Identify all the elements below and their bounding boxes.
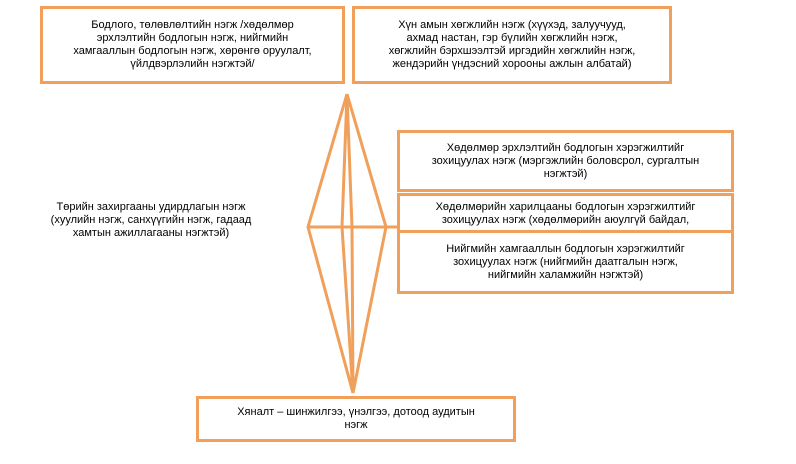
state-administration-unit-box <box>6 188 296 252</box>
monitoring-audit-unit-text: Хяналт – шинжилгээ, үнэлгээ, дотоод аудитын нэгж <box>237 406 475 431</box>
labor-relations-unit-box <box>397 193 734 234</box>
employment-policy-unit-box <box>397 130 734 192</box>
state-administration-unit-text: Төрийн захиргааны удирдлагын нэгж (хуулийн нэгж, санхүүгийн нэгж, гадаад хамтын ажиллагааны нэгжтэй) <box>50 200 252 239</box>
human-development-unit-box <box>352 6 672 84</box>
monitoring-audit-unit-box <box>196 396 516 442</box>
policy-planning-unit-text: Бодлого, төлөвлөлтийн нэгж /хөдөлмөр эрхлэлтийн бодлогын нэгж, нийгмийн хамгааллын бодлогын нэгж, хөрөнгө оруулалт, үйлдвэрлэлийн нэгжтэй/ <box>73 19 312 70</box>
human-development-unit-text: Хүн амын хөгжлийн нэгж (хүүхэд, залуучууд, ахмад настан, гэр бүлийн хөгжлийн нэгж, хөгжлийн бэрхшээлтэй иргэдийн хөгжлийн нэгж, жендэрийн үндэсний хорооны ажлын албатай) <box>388 19 636 70</box>
labor-relations-unit-text: Хөдөлмөрийн харилцааны бодлогын хэрэгжилтийг зохицуулах нэгж (хөдөлмөрийн аюулгүй байдал, <box>435 200 696 226</box>
policy-planning-unit-box <box>40 6 345 84</box>
social-protection-unit-box <box>397 230 734 294</box>
social-protection-unit-text: Нийгмийн хамгааллын бодлогын хэрэгжилтийг зохицуулах нэгж (нийгмийн даатгалын нэгж, нийгмийн халамжийн нэгжтэй) <box>446 242 685 281</box>
employment-policy-unit-text: Хөдөлмөр эрхлэлтийн бодлогын хэрэгжилтийг зохицуулах нэгж (мэргэжлийн боловсрол, сургалтын нэгжтэй) <box>431 141 700 180</box>
